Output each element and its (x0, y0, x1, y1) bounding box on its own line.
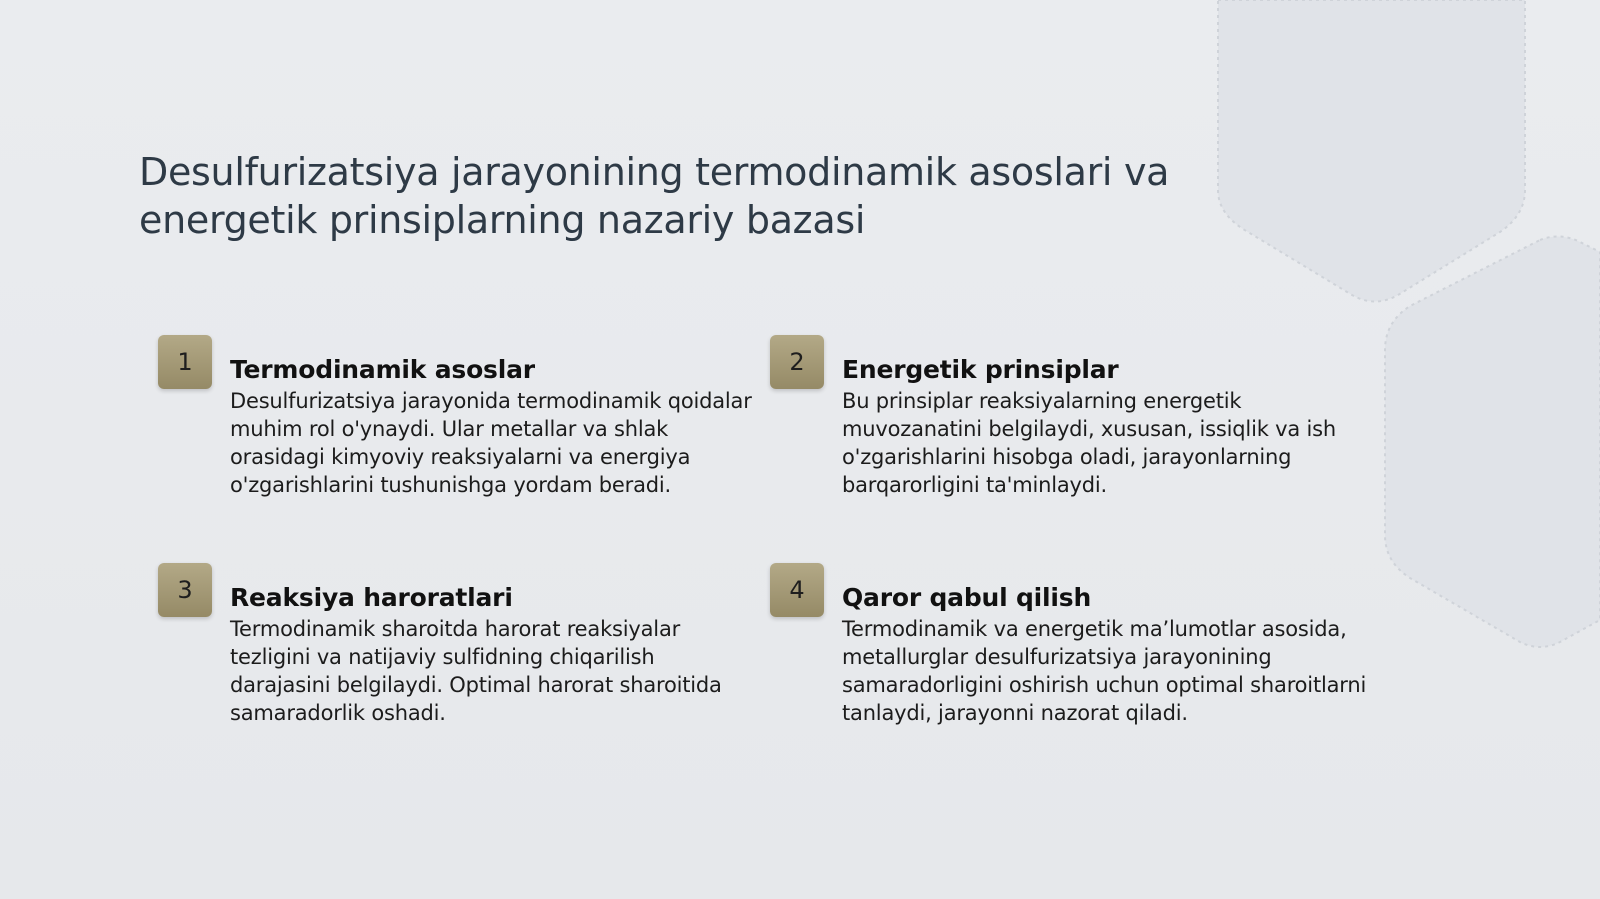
item-text (230, 583, 760, 727)
number-badge: 4 (770, 563, 824, 617)
item-heading: Termodinamik asoslar (230, 355, 535, 384)
item-body: Desulfurizatsiya jarayonida termodinamik qoidalar muhim rol o'ynaydi. Ular metallar va shlak orasidagi kimyoviy reaksiyalarni va energiya o'zgarishlarini tushunishga yordam beradi. (230, 389, 752, 497)
item-heading: Reaksiya haroratlari (230, 583, 513, 612)
item-text (230, 355, 760, 499)
number-badge: 3 (158, 563, 212, 617)
number-badge: 1 (158, 335, 212, 389)
item-body: Termodinamik sharoitda harorat reaksiyalar tezligini va natijaviy sulfidning chiqarilish darajasini belgilaydi. Optimal harorat sharoitida samaradorlik oshadi. (230, 617, 722, 725)
hexagon-shape-bottom (1385, 236, 1600, 647)
number-badge: 2 (770, 335, 824, 389)
item-heading: Qaror qabul qilish (842, 583, 1092, 612)
slide-title: Desulfurizatsiya jarayonining termodinamik asoslari va energetik prinsiplarning nazariy bazasi (139, 150, 1170, 242)
item-heading: Energetik prinsiplar (842, 355, 1119, 384)
item-text (842, 355, 1372, 499)
item-body: Bu prinsiplar reaksiyalarning energetik muvozanatini belgilaydi, xususan, issiqlik va ish o'zgarishlarini hisobga oladi, jarayonlarning barqarorligini ta'minlaydi. (842, 389, 1336, 497)
item-body: Termodinamik va energetik ma’lumotlar asosida, metallurglar desulfurizatsiya jarayonining samaradorligini oshirish uchun optimal sharoitlarni tanlaydi, jarayonni nazorat qiladi. (842, 617, 1367, 725)
item-text (842, 583, 1372, 727)
hexagon-shape-top (1218, 0, 1525, 302)
